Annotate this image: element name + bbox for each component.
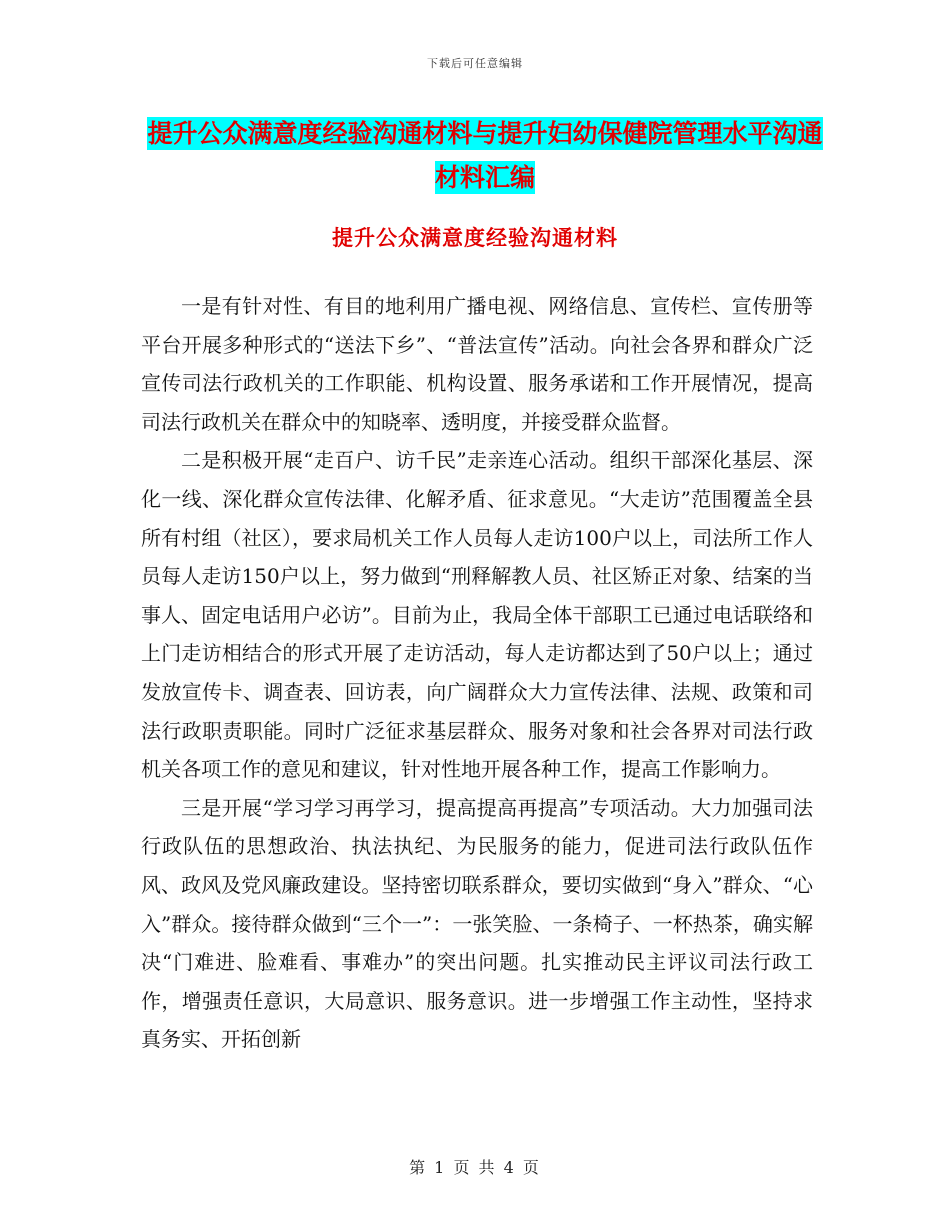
paragraph: 一是有针对性、有目的地利用广播电视、网络信息、宣传栏、宣传册等平台开展多种形式的“送法下乡”、“普法宣传”活动。向社会各界和群众广泛宣传司法行政机关的工作职能、机构设置、服务承诺和工作开展情况，提高司法行政机关在群众中的知晓率、透明度，并接受群众监督。 <box>141 294 813 434</box>
paragraph: 三是开展“学习学习再学习，提高提高再提高”专项活动。大力加强司法行政队伍的思想政治、执法执纪、为民服务的能力，促进司法行政队伍作风、政风及党风廉政建设。坚持密切联系群众，要切实做到“身入”群众、“心入”群众。接待群众做到“三个一”：一张笑脸、一条椅子、一杯热茶，确实解决“门难进、脸难看、事难办”的突出问题。扎实推动民主评议司法行政工作，增强责任意识，大局意识、服务意识。进一步增强工作主动性，坚持求真务实、开拓创新 <box>141 795 813 1052</box>
section-title: 提升公众满意度经验沟通材料 <box>332 226 618 250</box>
paragraph: 二是积极开展“走百户、访千民”走亲连心活动。组织干部深化基层、深化一线、深化群众宣传法律、化解矛盾、征求意见。“大走访”范围覆盖全县所有村组（社区），要求局机关工作人员每人走访100户以上，司法所工作人员每人走访150户以上，努力做到“刑释解教人员、社区矫正对象、结案的当事人、固定电话用户必访”。目前为止，我局全体干部职工已通过电话联络和上门走访相结合的形式开展了走访活动，每人走访都达到了50户以上；通过发放宣传卡、调查表、回访表，向广阔群众大力宣传法律、法规、政策和司法行政职责职能。同时广泛征求基层群众、服务对象和社会各界对司法行政机关各项工作的意见和建议，针对性地开展各种工作，提高工作影响力。 <box>141 448 813 782</box>
document-title <box>140 112 830 200</box>
page-footer: 第 1 页 共 4 页 <box>409 1158 541 1177</box>
document-title-text: 提升公众满意度经验沟通材料与提升妇幼保健院管理水平沟通材料汇编 <box>147 119 823 192</box>
header-note: 下载后可任意编辑 <box>427 57 523 70</box>
body-text <box>141 287 813 1059</box>
